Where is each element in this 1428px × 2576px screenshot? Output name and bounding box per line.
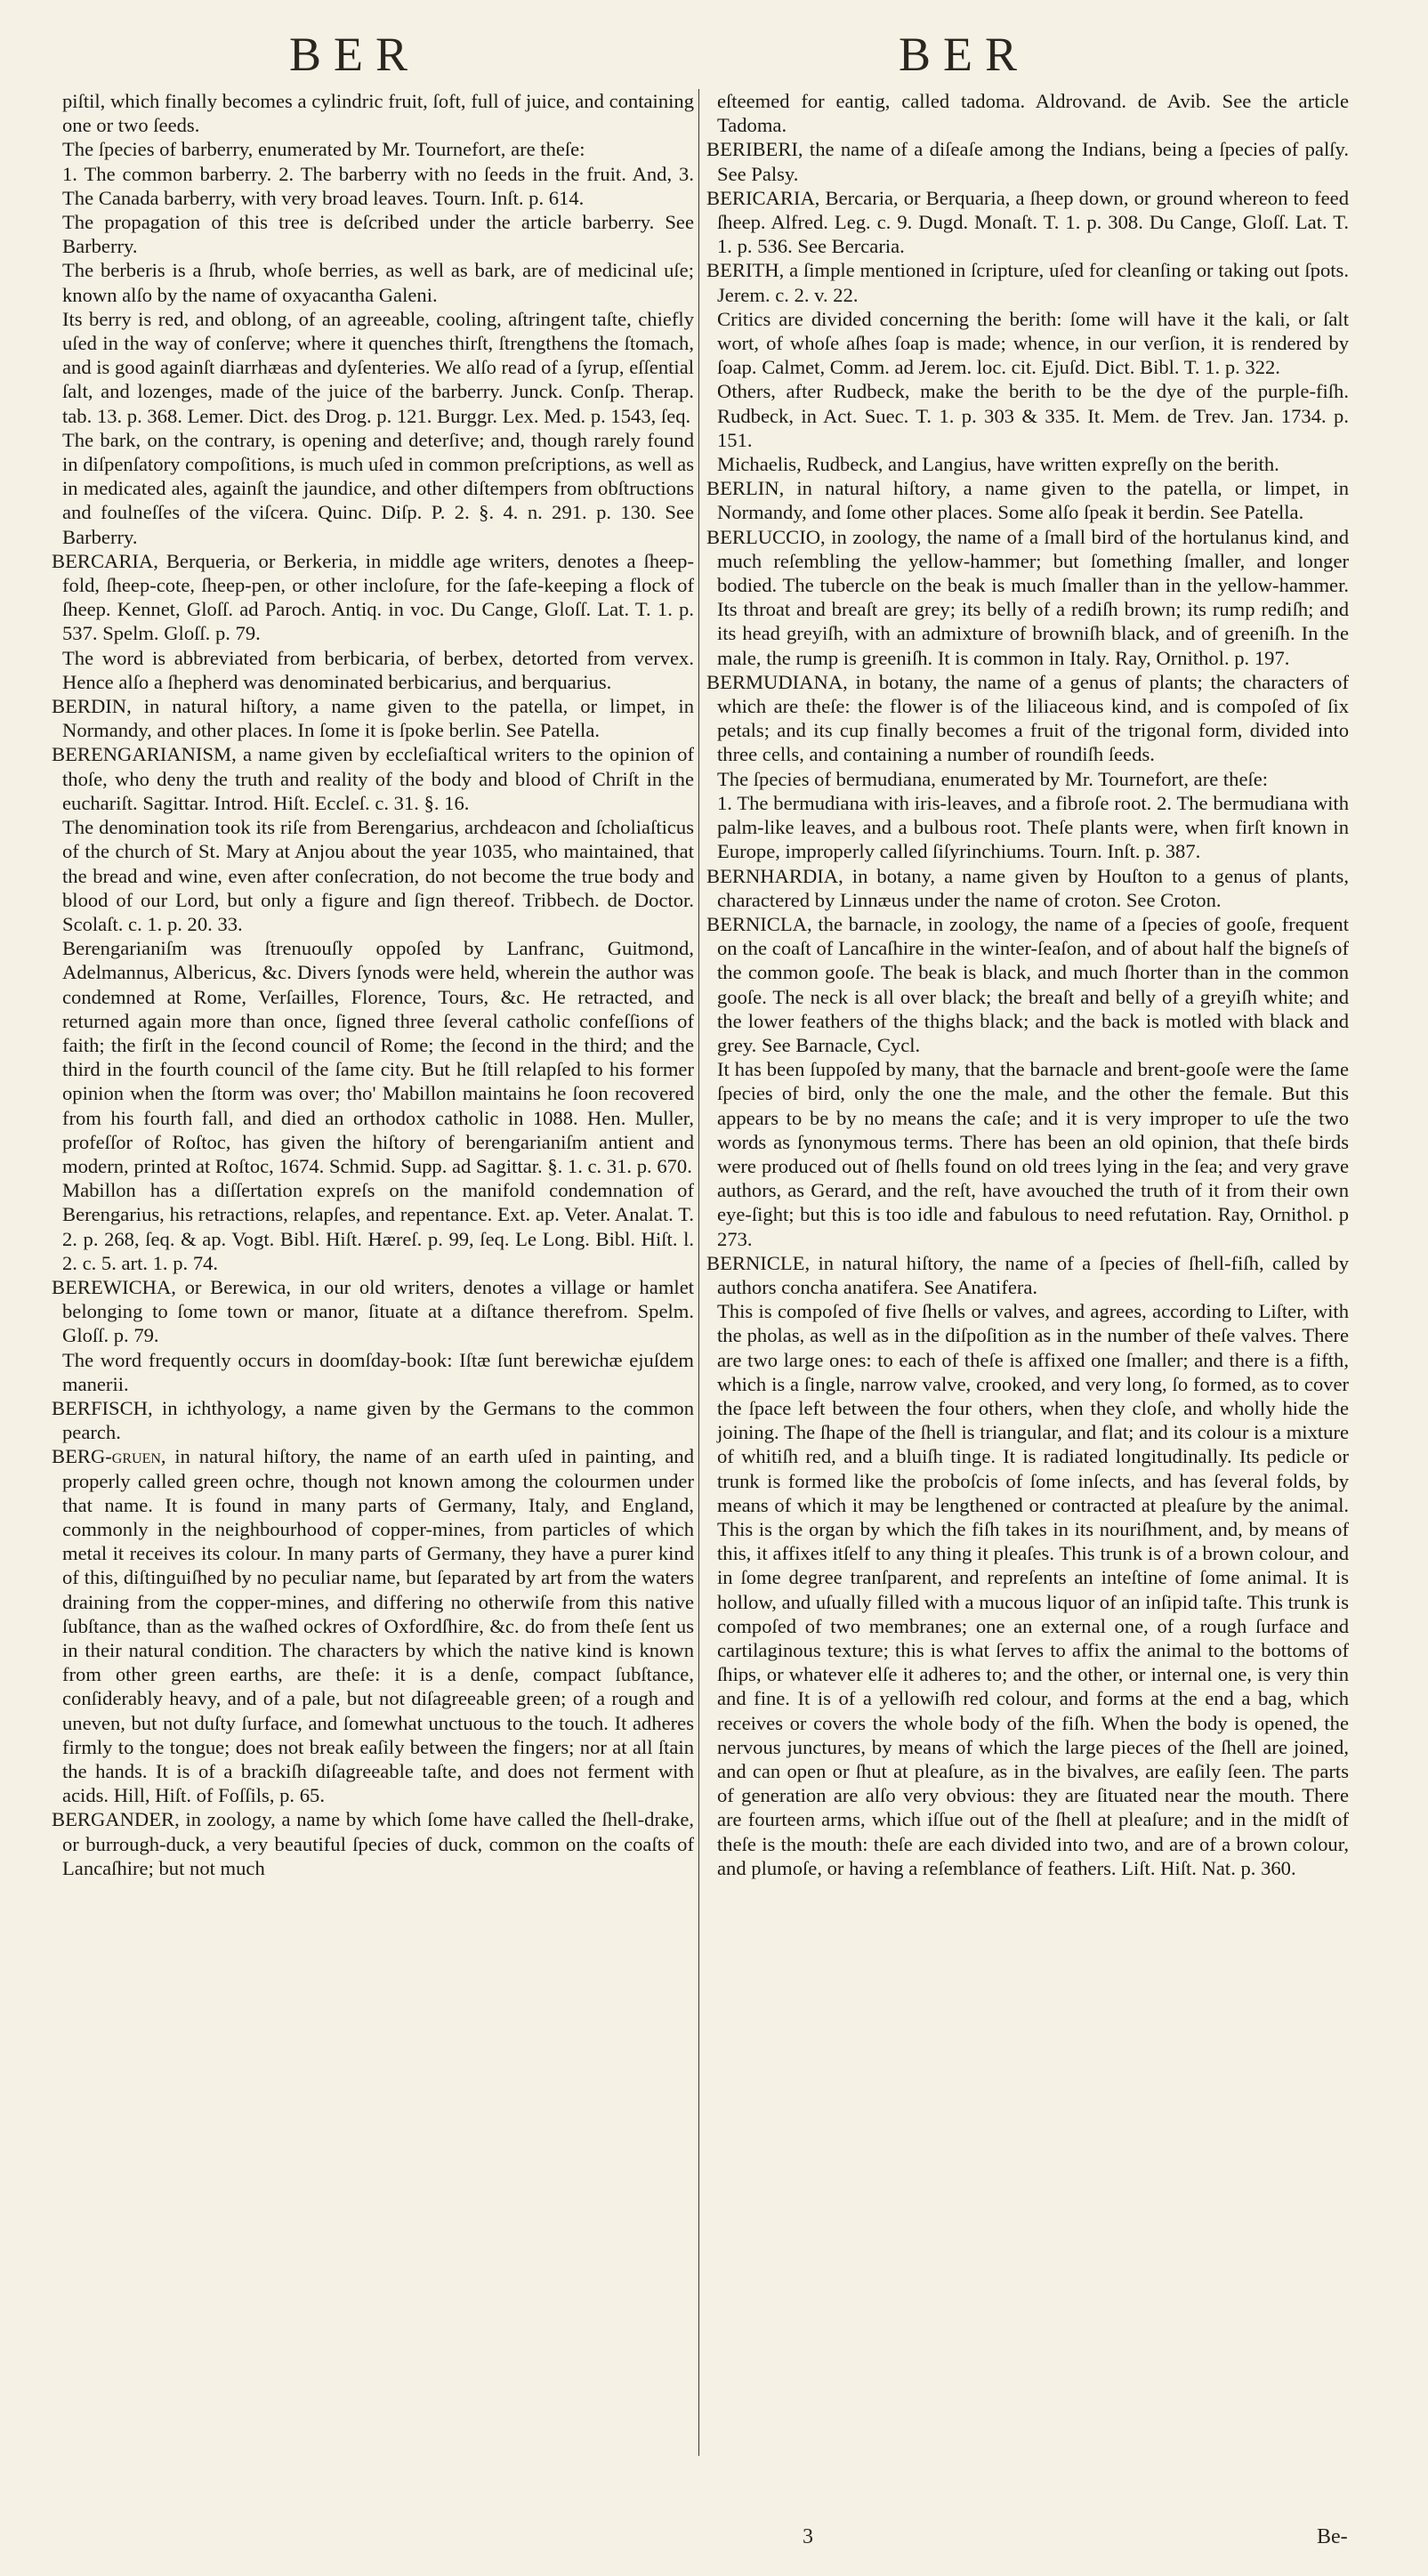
entry-text: Its berry is red, and oblong, of an agreeable, cooling, aſtringent taſte, chiefly uſed in the way of conſerve; where it quenches thirſt, ſtrengthens the ſtomach, and is good againſt diarrhæas and dyſenteries. We alſo read of a ſyrup, eſſential ſalt, and lozenges, made of the juice of the barberry. Junck. Conſp. Therap. tab. 13. p. 368. Lemer. Dict. des Drog. p. 121. Burggr. Lex. Med. p. 1543, ſeq.	[62, 307, 694, 427]
entry-paragraph	[52, 646, 694, 694]
entry-text: The denomination took its riſe from Berengarius, archdeacon and ſcholiaſticus of the church of St. Mary at Anjou about the year 1035, who maintained, that the bread and wine, even after conſecration, do not become the true body and blood of our Lord, but only a figure and ſign thereof. Tribbech. de Doctor. Scolaſt. c. 1. p. 20. 33.	[62, 816, 694, 935]
entry-headword: BERCARIA,	[52, 549, 158, 572]
entry-text: the name of a diſeaſe among the Indians, being a ſpecies of palſy. See Palsy.	[717, 138, 1349, 185]
dictionary-entry	[706, 476, 1349, 524]
entry-text: Berengarianiſm was ſtrenuouſly oppoſed by Lanfranc, Guitmond, Adelmannus, Albericus, &c. Divers ſynods were held, wherein the author was condemned at Rome, Verſailles, Florence, Tours, &c. He retracted, and returned again more than once, ſigned three ſeveral catholic confeſſions of faith; the firſt in the ſecond council of Rome; the ſecond in the third; and the third in the fourth council of the ſame city. But he ſtill relapſed to his former opinion when the ſtorm was over; tho' Mabillon maintains he ſoon recovered from his fourth fall, and died an orthodox catholic in 1088. Hen. Muller, profeſſor of Roſtoc, has given the hiſtory of berengarianiſm antient and modern, printed at Roſtoc, 1674. Schmid. Supp. ad Sagittar. §. 1. c. 31. p. 670.	[62, 937, 694, 1177]
entry-headword: BERFISCH,	[52, 1396, 153, 1419]
entry-paragraph	[52, 258, 694, 306]
entry-paragraph	[706, 307, 1349, 380]
entry-paragraph	[52, 1178, 694, 1275]
dictionary-entry	[706, 137, 1349, 185]
dictionary-entry	[706, 186, 1349, 259]
entry-text: 1. The bermudiana with iris-leaves, and a fibroſe root. 2. The bermudiana with palm-like leaves, and a bulbous root. Theſe plants were, when firſt known in Europe, improperly called ſiſyrinchiums. Tourn. Inſt. p. 387.	[717, 791, 1349, 863]
entry-text: in zoology, a name by which ſome have called the ſhell-drake, or burrough-duck, a very beautiful ſpecies of duck, common on the coaſts of Lancaſhire; but not much	[62, 1808, 694, 1879]
entry-headword: BERIBERI,	[706, 138, 803, 161]
entry-text: piſtil, which finally becomes a cylindric fruit, ſoft, full of juice, and containing one or two ſeeds.	[62, 90, 694, 137]
dictionary-entry	[706, 670, 1349, 767]
entry-headword: BERICARIA,	[706, 186, 820, 209]
entry-paragraph	[706, 379, 1349, 452]
entry-text: eſteemed for eantig, called tadoma. Aldrovand. de Avib. See the article Tadoma.	[717, 90, 1349, 137]
entry-text: in natural hiſtory, the name of a ſpecies of ſhell-fiſh, called by authors concha anatifera. See Anatifera.	[717, 1251, 1349, 1298]
dictionary-entry	[52, 1275, 694, 1348]
entry-headword: BERITH,	[706, 259, 785, 282]
right-column	[706, 89, 1349, 2358]
entry-paragraph	[52, 162, 694, 210]
entry-text: in natural hiſtory, a name given to the patella, or limpet, in Normandy, and ſome other places. Some alſo ſpeak it berdin. See Patella.	[717, 477, 1349, 524]
entry-text: or Berewica, in our old writers, denotes a village or hamlet belonging to ſome town or manor, ſituate at a diſtance therefrom. Spelm. Gloſſ. p. 79.	[62, 1275, 694, 1347]
entry-paragraph	[52, 307, 694, 428]
entry-headword: BERNICLA,	[706, 912, 812, 935]
entry-paragraph	[52, 936, 694, 1178]
entry-headword: BERLIN,	[706, 477, 785, 500]
entry-paragraph	[52, 428, 694, 549]
entry-text: Others, after Rudbeck, make the berith to be the dye of the purple-fiſh. Rudbeck, in Act. Suec. T. 1. p. 303 & 335. It. Mem. de Trev. Jan. 1734. p. 151.	[717, 380, 1349, 451]
entry-paragraph	[52, 210, 694, 258]
entry-paragraph	[706, 791, 1349, 864]
entry-text: in ichthyology, a name given by the Germans to the common pearch.	[62, 1396, 694, 1444]
entry-text: 1. The common barberry. 2. The barberry with no ſeeds in the fruit. And, 3. The Canada barberry, with very broad leaves. Tourn. Inſt. p. 614.	[62, 162, 694, 209]
entry-text: Mabillon has a diſſertation expreſs on the manifold condemnation of Berengarius, his retractions, relapſes, and repentance. Ext. ap. Veter. Analat. T. 2. p. 268, ſeq. & ap. Vogt. Bibl. Hiſt. Hæreſ. p. 99, ſeq. Le Long. Bibl. Hiſt. l. 2. c. 5. art. 1. p. 74.	[62, 1179, 694, 1274]
dictionary-entry	[52, 1444, 694, 1807]
entry-paragraph	[706, 1057, 1349, 1251]
entry-headword: BERNICLE,	[706, 1251, 811, 1274]
entry-headword: BERDIN,	[52, 695, 132, 718]
page-number: 3	[803, 2525, 813, 2548]
dictionary-entry	[706, 864, 1349, 912]
dictionary-entry	[706, 1251, 1349, 1299]
entry-paragraph	[706, 1299, 1349, 1880]
entry-headword: BERGANDER,	[52, 1808, 180, 1831]
dictionary-entry	[706, 525, 1349, 670]
entry-text: This is compoſed of five ſhells or valves, and agrees, according to Liſter, with the pholas, as well as in the diſpoſition as in the number of theſe valves. There are two large ones: to each of theſe is affixed one ſmaller; and there is a fifth, which is a ſingle, narrow valve, crooked, and very long, ſo formed, as to cover the ſpace left between the four others, when they cloſe, and wholly hide the joining. The ſhape of the ſhell is triangular, and flat; and its colour is a mixture of whitiſh red, and a bluiſh tinge. It is radiated longitudinally. Its pedicle or trunk is formed like the proboſcis of ſome inſects, and has ſeveral folds, by means of which it may be lengthened or contracted at pleaſure by the animal. This is the organ by which the fiſh takes in its nouriſhment, and, by means of this, it affixes itſelf to any thing it pleaſes. This trunk is of a brown colour, and in ſome degree tranſparent, and repreſents an inteſtine of ſome animal. It is hollow, and uſually filled with a mucous liquor of an inſipid taſte. This trunk is compoſed of two membranes; one an external one, of a rough ſurface and cartilaginous texture; this is what ſerves to affix the animal to the bottoms of ſhips, or whatever elſe it adheres to; and the other, or internal one, is very thin and fine. It is of a yellowiſh red colour, and forms at the end a bag, which receives or covers the whole body of the fiſh. When the body is opened, the nervous junctures, by means of which the large pieces of the ſhell are joined, and can open or ſhut at pleaſure, as in the bivalves, are eaſily ſeen. The parts of generation are alſo very obvious: they are ſituated near the mouth. There are fourteen arms, which iſſue out of the ſhell at pleaſure; and in the midſt of theſe is the mouth: theſe are each divided into two, and are of a brown colour, and plumoſe, or having a reſemblance of feathers. Liſt. Hiſt. Nat. p. 360.	[717, 1300, 1349, 1879]
entry-text: The propagation of this tree is deſcribed under the article barberry. See Barberry.	[62, 211, 694, 258]
entry-text: a ſimple mentioned in ſcripture, uſed for cleanſing or taking out ſpots. Jerem. c. 2. v. 22.	[717, 259, 1349, 306]
entry-text: Critics are divided concerning the berith: ſome will have it the kali, or ſalt wort, of whoſe aſhes ſoap is made; whence, in our verſion, it is rendered by ſoap. Calmet, Comm. ad Jerem. loc. cit. Ejuſd. Dict. Bibl. T. 1. p. 322.	[717, 307, 1349, 379]
dictionary-entry	[52, 742, 694, 815]
entry-text: Bercaria, or Berquaria, a ſheep down, or ground whereon to feed ſheep. Alfred. Leg. c. 9. Dugd. Monaſt. T. 1. p. 308. Du Cange, Gloſſ. Lat. T. 1. p. 536. See Bercaria.	[717, 186, 1349, 258]
column-divider	[698, 89, 699, 2456]
entry-paragraph	[706, 767, 1349, 791]
entry-text: in zoology, the name of a ſmall bird of the hortulanus kind, and much reſembling the yellow-hammer; but ſomething ſmaller, and longer bodied. The tubercle on the beak is much ſmaller than in the yellow-hammer. Its throat and breaſt are grey; its belly of a rediſh brown; its rump rediſh; and its head greyiſh, with an admixture of browniſh black, and of greeniſh. In the male, the rump is greeniſh. It is common in Italy. Ray, Ornithol. p. 197.	[717, 525, 1349, 669]
dictionary-entry	[706, 912, 1349, 1057]
entry-paragraph	[52, 1348, 694, 1396]
entry-headword: BERMUDIANA,	[706, 670, 848, 693]
entry-text: in botany, the name of a genus of plants; the characters of which are theſe: the flower is of the liliaceous kind, and is compoſed of ſix petals; and its cup finally becomes a fruit of the trigonal form, divided into three cells, and containing a number of roundiſh ſeeds.	[717, 670, 1349, 766]
entry-text: The word is abbreviated from berbicaria, of berbex, detorted from vervex. Hence alſo a ſhepherd was denominated berbicarius, and berquarius.	[62, 646, 694, 693]
dictionary-entry	[52, 694, 694, 742]
dictionary-entry	[52, 1807, 694, 1880]
entry-text: The word frequently occurs in doomſday-book: Iſtæ ſunt berewichæ ejuſdem manerii.	[62, 1348, 694, 1395]
entry-text: The bark, on the contrary, is opening and deterſive; and, though rarely found in diſpenſatory compoſitions, is much uſed in common preſcriptions, as well as in medicated ales, againſt the jaundice, and other diſtempers from obſtructions and foulneſſes of the viſcera. Quinc. Diſp. P. 2. §. 4. n. 291. p. 130. See Barberry.	[62, 428, 694, 548]
dictionary-entry	[706, 258, 1349, 306]
entry-text: a name given by eccleſiaſtical writers to the opinion of thoſe, who deny the truth and reality of the body and blood of Chriſt in the euchariſt. Sagittar. Introd. Hiſt. Eccleſ. c. 31. §. 16.	[62, 743, 694, 814]
dictionary-entry	[52, 549, 694, 646]
entry-text: The ſpecies of barberry, enumerated by Mr. Tournefort, are theſe:	[62, 138, 585, 161]
entry-headword: BERG-gruen,	[52, 1445, 166, 1468]
entry-paragraph	[52, 89, 694, 137]
entry-text: The berberis is a ſhrub, whoſe berries, as well as bark, are of medicinal uſe; known alſo by the name of oxyacantha Galeni.	[62, 259, 694, 306]
entry-paragraph	[52, 137, 694, 161]
entry-text: The ſpecies of bermudiana, enumerated by Mr. Tournefort, are theſe:	[717, 767, 1269, 790]
left-column	[52, 89, 694, 2358]
entry-headword: BERLUCCIO,	[706, 525, 826, 548]
entry-text: in natural hiſtory, a name given to the patella, or limpet, in Normandy, and other places. In ſome it is ſpoke berlin. See Patella.	[62, 695, 694, 742]
entry-headword: BERNHARDIA,	[706, 864, 843, 887]
dictionary-entry	[52, 1396, 694, 1444]
entry-text: Berqueria, or Berkeria, in middle age writers, denotes a ſheep-fold, ſheep-cote, ſheep-pen, or other incloſure, for the ſafe-keeping a flock of ſheep. Kennet, Gloſſ. ad Paroch. Antiq. in voc. Du Cange, Gloſſ. Lat. T. 1. p. 537. Spelm. Gloſſ. p. 79.	[62, 549, 694, 645]
entry-paragraph	[706, 452, 1349, 476]
entry-text: It has been ſuppoſed by many, that the barnacle and brent-gooſe were the ſame ſpecies of bird, only the one the male, and the other the female. But this appears to be by no means the caſe; and it is very improper to uſe the two words as ſynonymous terms. There has been an old opinion, that theſe birds were produced out of ſhells found on old trees lying in the ſea; and very grave authors, as Gerard, and the reſt, have avouched the truth of it from their own eye-ſight; but this is too idle and fabulous to need refutation. Ray, Ornithol. p 273.	[717, 1058, 1349, 1250]
running-head-left: BER	[289, 28, 421, 81]
entry-text: Michaelis, Rudbeck, and Langius, have written expreſly on the berith.	[717, 453, 1279, 476]
entry-text: the barnacle, in zoology, the name of a ſpecies of gooſe, frequent on the coaſt of Lancaſhire in the winter-ſeaſon, and of about half the bigneſs of the common gooſe. The beak is black, and much ſhorter than in the common gooſe. The neck is all over black; the breaſt and belly of a greyiſh white; and the lower feathers of the thighs black; and the back is motled with black and grey. See Barnacle, Cycl.	[717, 912, 1349, 1056]
catchword: Be-	[1317, 2525, 1348, 2548]
entry-headword: BEREWICHA,	[52, 1275, 176, 1298]
entry-paragraph	[706, 89, 1349, 137]
entry-text: in natural hiſtory, the name of an earth uſed in painting, and properly called green ochre, though not known among the colourmen under that name. It is found in many parts of Germany, Italy, and England, commonly in the neighbourhood of copper-mines, from particles of which metal it receives its colour. In many parts of Germany, they have a purer kind of this, diſtinguiſhed by no peculiar name, but ſeparated by art from the waters draining from the copper-mines, and differing no otherwiſe from this native ſubſtance, than as the waſhed ockres of Oxfordſhire, &c. do from theſe ſent us in their natural condition. The characters by which the native kind is known from other green earths, are theſe: it is a denſe, compact ſubſtance, conſiderably heavy, and of a pale, but not diſagreeable green; of a rough and uneven, but not duſty ſurface, and ſomewhat unctuous to the touch. It adheres firmly to the tongue; does not break eaſily between the fingers; nor at all ſtain the hands. It is of a brackiſh diſagreeable taſte, and does not ferment with acids. Hill, Hiſt. of Foſſils, p. 65.	[62, 1445, 694, 1807]
entry-text: in botany, a name given by Houſton to a genus of plants, charactered by Linnæus under the name of croton. See Croton.	[717, 864, 1349, 911]
entry-headword: BERENGARIANISM,	[52, 743, 237, 766]
running-head-right: BER	[899, 28, 1030, 81]
entry-paragraph	[52, 815, 694, 936]
